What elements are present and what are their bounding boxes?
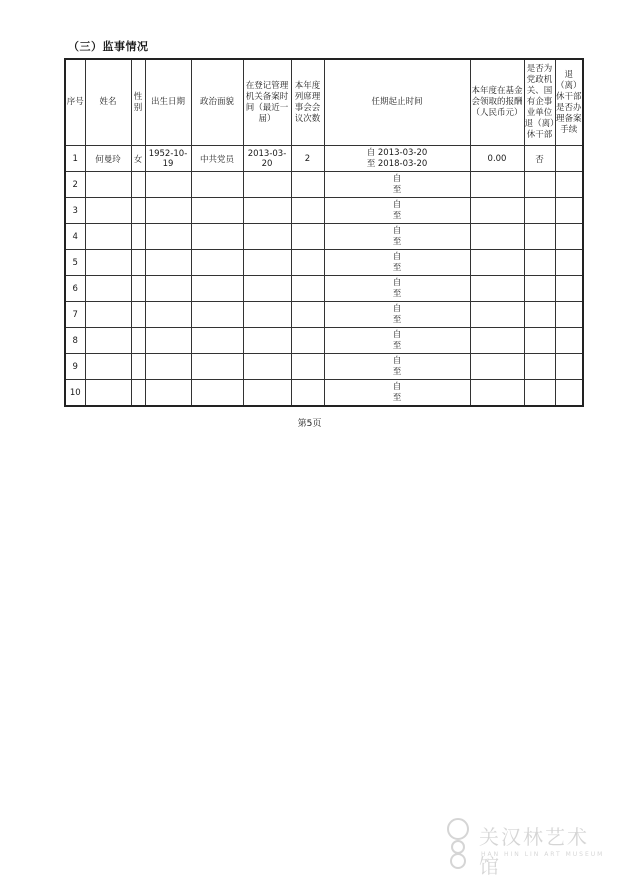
cell-meetings (291, 276, 324, 302)
col-header-pay: 本年度在基金会领取的报酬（人民币元） (470, 59, 524, 146)
cell-name (85, 250, 131, 276)
cell-seq: 2 (65, 172, 85, 198)
cell-birth (145, 198, 191, 224)
cell-seq: 9 (65, 354, 85, 380)
term-to: 至 2018-03-20 (366, 158, 428, 169)
cell-procedure (555, 172, 583, 198)
cell-registration (243, 198, 291, 224)
term-to: 至 (392, 340, 402, 351)
term-from: 自 (392, 251, 402, 262)
term-to: 至 (392, 392, 402, 403)
term-from: 自 (392, 199, 402, 210)
cell-pay (470, 172, 524, 198)
cell-retired (524, 250, 555, 276)
cell-retired (524, 224, 555, 250)
cell-gender (131, 328, 145, 354)
table-row (65, 302, 583, 328)
col-header-meetings: 本年度列席理事会会议次数 (291, 59, 324, 146)
cell-seq: 5 (65, 250, 85, 276)
cell-meetings: 2 (291, 146, 324, 172)
cell-seq: 4 (65, 224, 85, 250)
cell-gender (131, 380, 145, 407)
cell-term (324, 354, 470, 380)
cell-gender (131, 276, 145, 302)
table-row (65, 250, 583, 276)
table-row (65, 328, 583, 354)
cell-birth (145, 224, 191, 250)
cell-meetings (291, 172, 324, 198)
cell-retired (524, 276, 555, 302)
cell-registration (243, 250, 291, 276)
cell-pay (470, 302, 524, 328)
cell-name (85, 198, 131, 224)
cell-meetings (291, 224, 324, 250)
watermark-chinese: 关汉林艺术馆 (479, 825, 589, 878)
table-row (65, 380, 583, 407)
col-header-seq: 序号 (65, 59, 85, 146)
cell-pay (470, 380, 524, 407)
cell-term (324, 302, 470, 328)
cell-retired (524, 302, 555, 328)
cell-politics (191, 224, 243, 250)
cell-birth (145, 380, 191, 407)
cell-term (324, 172, 470, 198)
cell-procedure (555, 224, 583, 250)
cell-seq: 1 (65, 146, 85, 172)
col-header-registration: 在登记管理机关备案时间（最近一届） (243, 59, 291, 146)
cell-term (324, 328, 470, 354)
cell-meetings (291, 250, 324, 276)
cell-gender (131, 250, 145, 276)
cell-term (324, 146, 470, 172)
col-header-birth: 出生日期 (145, 59, 191, 146)
cell-pay (470, 354, 524, 380)
cell-pay: 0.00 (470, 146, 524, 172)
cell-name (85, 328, 131, 354)
cell-term (324, 198, 470, 224)
header-row (65, 59, 583, 146)
cell-meetings (291, 380, 324, 407)
cell-politics: 中共党员 (191, 146, 243, 172)
term-to: 至 (392, 366, 402, 377)
cell-meetings (291, 328, 324, 354)
cell-birth: 1952-10-19 (145, 146, 191, 172)
cell-gender (131, 354, 145, 380)
table-row (65, 276, 583, 302)
cell-seq: 3 (65, 198, 85, 224)
cell-meetings (291, 302, 324, 328)
term-from: 自 (392, 381, 402, 392)
cell-retired (524, 198, 555, 224)
term-to: 至 (392, 236, 402, 247)
cell-name: 何曼玲 (85, 146, 131, 172)
cell-gender (131, 224, 145, 250)
cell-meetings (291, 198, 324, 224)
cell-retired: 否 (524, 146, 555, 172)
supervisor-table (64, 58, 584, 407)
cell-registration (243, 172, 291, 198)
cell-pay (470, 250, 524, 276)
cell-birth (145, 302, 191, 328)
watermark-english: HAN HIN LIN ART MUSEUM (481, 851, 605, 858)
cell-procedure (555, 250, 583, 276)
cell-seq: 6 (65, 276, 85, 302)
section-title: （三）监事情况 (68, 40, 149, 53)
cell-procedure (555, 146, 583, 172)
col-header-gender: 性别 (131, 59, 145, 146)
cell-politics (191, 354, 243, 380)
cell-name (85, 302, 131, 328)
cell-pay (470, 224, 524, 250)
cell-birth (145, 172, 191, 198)
cell-politics (191, 198, 243, 224)
cell-seq: 10 (65, 380, 85, 407)
table-row (65, 198, 583, 224)
cell-politics (191, 302, 243, 328)
cell-seq: 7 (65, 302, 85, 328)
cell-birth (145, 250, 191, 276)
cell-registration (243, 276, 291, 302)
cell-retired (524, 172, 555, 198)
col-header-politics: 政治面貌 (191, 59, 243, 146)
cell-term (324, 380, 470, 407)
table-row (65, 172, 583, 198)
cell-procedure (555, 328, 583, 354)
cell-registration: 2013-03-20 (243, 146, 291, 172)
cell-procedure (555, 302, 583, 328)
cell-name (85, 380, 131, 407)
term-from: 自 (392, 329, 402, 340)
table-row (65, 224, 583, 250)
cell-procedure (555, 380, 583, 407)
page-number: 第5页 (297, 419, 322, 429)
cell-politics (191, 380, 243, 407)
term-from: 自 (392, 173, 402, 184)
cell-registration (243, 302, 291, 328)
cell-politics (191, 250, 243, 276)
cell-gender (131, 302, 145, 328)
term-to: 至 (392, 288, 402, 299)
cell-name (85, 172, 131, 198)
cell-procedure (555, 354, 583, 380)
term-from: 自 (392, 303, 402, 314)
col-header-procedure: 退（离）休干部是否办理备案手续 (555, 59, 583, 146)
term-to: 至 (392, 210, 402, 221)
cell-term (324, 276, 470, 302)
table-row (65, 146, 583, 172)
col-header-term: 任期起止时间 (324, 59, 470, 146)
cell-politics (191, 276, 243, 302)
cell-term (324, 250, 470, 276)
term-from: 自 (392, 277, 402, 288)
cell-pay (470, 328, 524, 354)
watermark (437, 813, 607, 878)
cell-gender (131, 172, 145, 198)
term-from: 自 (392, 225, 402, 236)
term-to: 至 (392, 262, 402, 273)
cell-term (324, 224, 470, 250)
cell-name (85, 224, 131, 250)
cell-name (85, 354, 131, 380)
cell-birth (145, 328, 191, 354)
term-to: 至 (392, 314, 402, 325)
cell-seq: 8 (65, 328, 85, 354)
cell-birth (145, 354, 191, 380)
term-from: 自 2013-03-20 (366, 147, 428, 158)
cell-procedure (555, 198, 583, 224)
cell-registration (243, 328, 291, 354)
cell-retired (524, 380, 555, 407)
table-row (65, 354, 583, 380)
cell-name (85, 276, 131, 302)
col-header-retired: 是否为党政机关、国有企事业单位退（离）休干部 (524, 59, 555, 146)
cell-pay (470, 198, 524, 224)
cell-birth (145, 276, 191, 302)
cell-registration (243, 380, 291, 407)
museum-logo-icon (439, 815, 477, 871)
col-header-name: 姓名 (85, 59, 131, 146)
cell-pay (470, 276, 524, 302)
cell-registration (243, 354, 291, 380)
term-from: 自 (392, 355, 402, 366)
cell-gender: 女 (131, 146, 145, 172)
term-to: 至 (392, 184, 402, 195)
cell-meetings (291, 354, 324, 380)
cell-retired (524, 354, 555, 380)
cell-politics (191, 172, 243, 198)
cell-politics (191, 328, 243, 354)
cell-retired (524, 328, 555, 354)
cell-registration (243, 224, 291, 250)
cell-gender (131, 198, 145, 224)
cell-procedure (555, 276, 583, 302)
